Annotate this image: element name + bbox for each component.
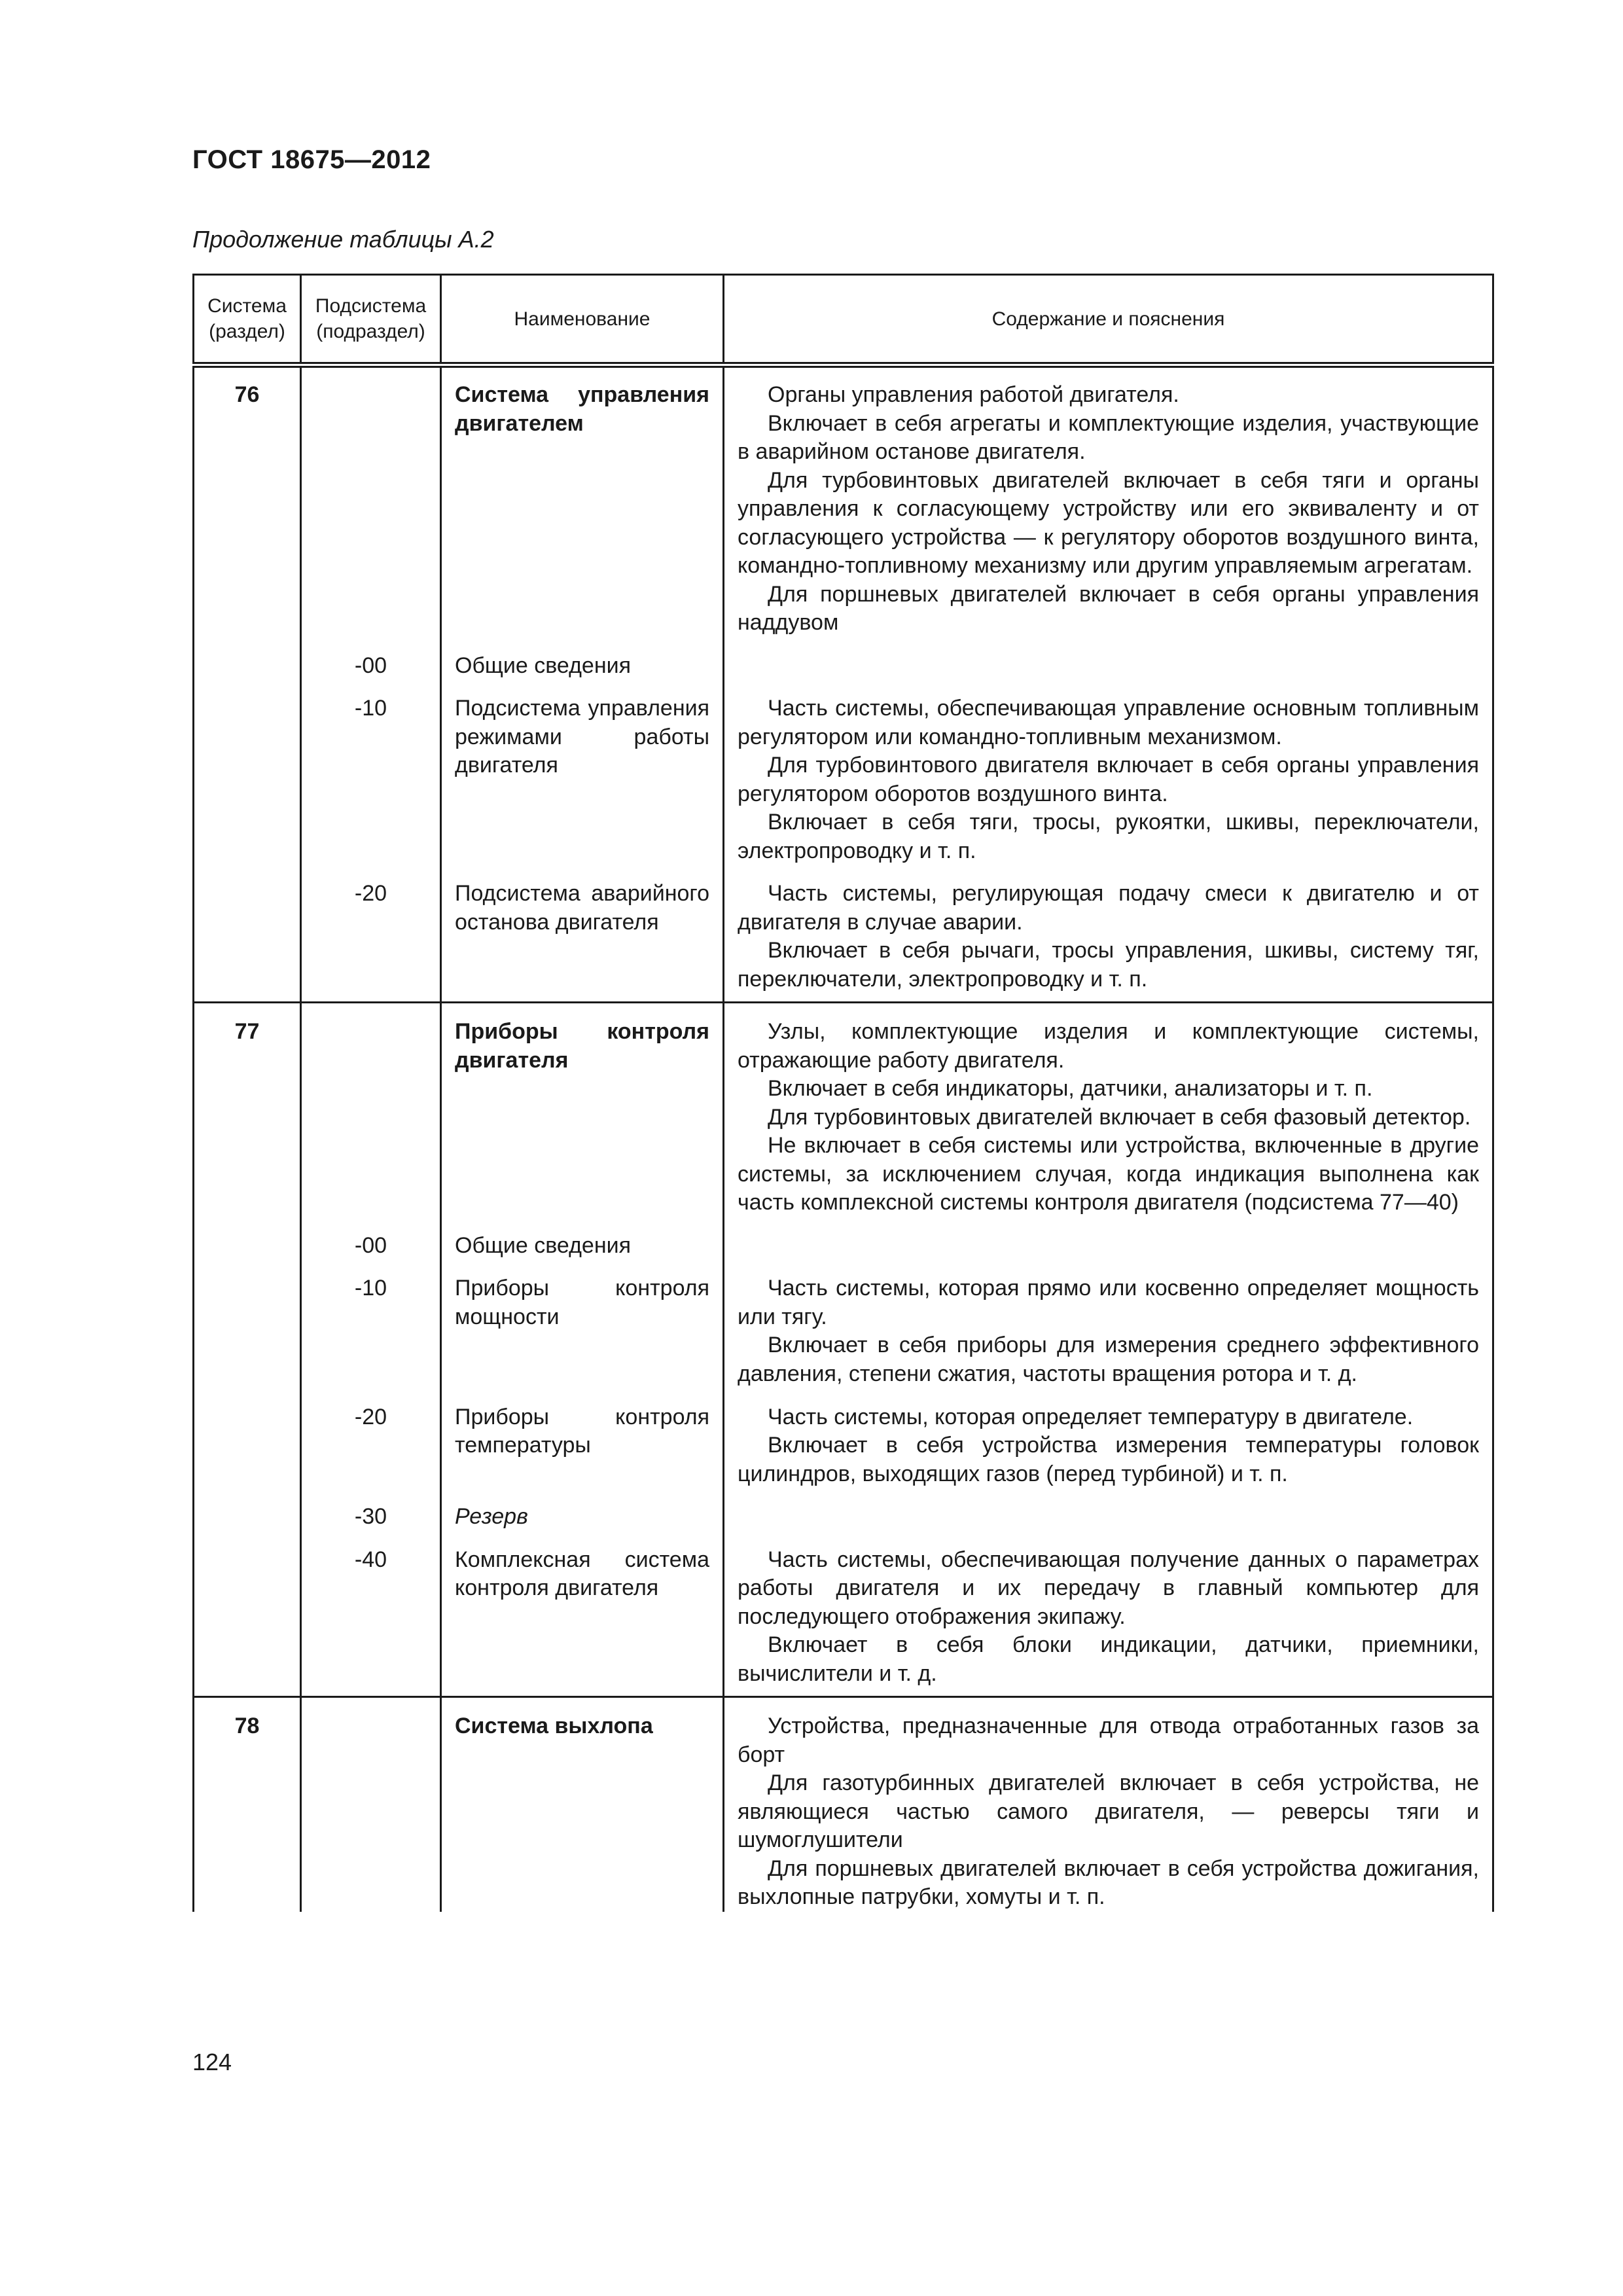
column-header-subsystem: Подсистема (подраздел) (301, 275, 441, 365)
system-code (194, 1389, 301, 1489)
description-paragraph: Узлы, комплектующие изделия и комплектующие системы, отражающие работу двигателя. (738, 1019, 1479, 1073)
description-paragraph: Органы управления работой двигателя. (768, 382, 1179, 407)
description-paragraph: Устройства, предназначенные для отвода отработанных газов за борт (738, 1713, 1479, 1767)
system-code: 78 (194, 1697, 301, 1912)
description-paragraph: Для турбовинтовых двигателей включает в себя фазовый детектор. (768, 1104, 1471, 1130)
page-number: 124 (192, 2049, 232, 2075)
section-description (724, 1003, 1493, 1217)
subsection-name-reserved: Резерв (441, 1488, 724, 1532)
subsection-name: Подсистема управления режимами работы двигателя (441, 680, 724, 865)
table-row-subsystem (194, 1260, 1493, 1388)
table-caption: Продолжение таблицы А.2 (192, 226, 494, 253)
subsystem-code: -00 (301, 1217, 441, 1261)
subsection-name: Приборы контроля температуры (441, 1389, 724, 1489)
system-code (194, 1532, 301, 1697)
section-description (724, 1697, 1493, 1912)
subsection-name: Общие сведения (441, 637, 724, 681)
subsection-description (724, 637, 1493, 681)
subsection-name: Подсистема аварийного останова двигателя (441, 865, 724, 1003)
table-row-system-77 (194, 1003, 1493, 1217)
table-row-subsystem (194, 637, 1493, 681)
description-paragraph: Включает в себя приборы для измерения среднего эффективного давления, степени сжатия, частоты вращения ротора и т. д. (738, 1333, 1479, 1386)
subsystem-code (301, 1697, 441, 1912)
subsection-description (724, 865, 1493, 1003)
subsection-description (724, 680, 1493, 865)
table-row-subsystem (194, 1532, 1493, 1697)
subsystem-code: -30 (301, 1488, 441, 1532)
subsection-description (724, 1217, 1493, 1261)
system-code (194, 680, 301, 865)
system-code (194, 637, 301, 681)
description-paragraph: Часть системы, которая определяет температуру в двигателе. (768, 1404, 1414, 1429)
column-header-system: Система (раздел) (194, 275, 301, 365)
classification-table (192, 274, 1494, 1912)
section-name: Система управления двигателем (441, 365, 724, 637)
subsystem-code: -20 (301, 1389, 441, 1489)
subsystem-code: -00 (301, 637, 441, 681)
column-header-content: Содержание и пояснения (724, 275, 1493, 365)
subsection-description (724, 1260, 1493, 1388)
subsection-name: Приборы контроля мощности (441, 1260, 724, 1388)
description-paragraph: Часть системы, которая прямо или косвенно определяет мощность или тягу. (738, 1276, 1479, 1329)
subsystem-code: -20 (301, 865, 441, 1003)
section-name: Система выхлопа (441, 1697, 724, 1912)
description-paragraph: Для поршневых двигателей включает в себя устройства дожигания, выхлопные патрубки, хомуты и т. п. (738, 1856, 1479, 1910)
table-row-subsystem (194, 680, 1493, 865)
subsection-name: Комплексная система контроля двигателя (441, 1532, 724, 1697)
subsection-description (724, 1389, 1493, 1489)
description-paragraph: Для поршневых двигателей включает в себя органы управления наддувом (738, 581, 1479, 636)
column-header-name: Наименование (441, 275, 724, 365)
subsystem-code: -40 (301, 1532, 441, 1697)
system-code: 77 (194, 1003, 301, 1217)
description-paragraph: Включает в себя рычаги, тросы управления, шкивы, систему тяг, переключатели, электропроводку и т. п. (738, 938, 1479, 992)
section-name: Приборы контроля двигателя (441, 1003, 724, 1217)
system-code (194, 1217, 301, 1261)
table-row-subsystem (194, 1389, 1493, 1489)
subsystem-code: -10 (301, 680, 441, 865)
description-paragraph: Включает в себя устройства измерения температуры головок цилиндров, выходящих газов (перед турбиной) и т. п. (738, 1433, 1479, 1486)
table-row-subsystem (194, 1217, 1493, 1261)
document-title: ГОСТ 18675—2012 (192, 145, 431, 174)
description-paragraph: Для турбовинтовых двигателей включает в себя тяги и органы управления к согласующему устройству или его эквиваленту и от согласующего устройства — к регулятору оборотов воздушного винта, командно-топливному механизму или другим управляемым агрегатам. (738, 467, 1479, 579)
description-paragraph: Включает в себя индикаторы, датчики, анализаторы и т. п. (768, 1076, 1373, 1102)
system-code (194, 1260, 301, 1388)
system-code (194, 865, 301, 1003)
description-paragraph: Не включает в себя системы или устройства, включенные в другие системы, за исключением случая, когда индикация выполнена как часть комплексной системы контроля двигателя (подсистема 77—40) (738, 1133, 1479, 1215)
subsystem-code (301, 365, 441, 637)
table-row-subsystem (194, 1488, 1493, 1532)
description-paragraph: Включает в себя блоки индикации, датчики, приемники, вычислители и т. д. (738, 1632, 1479, 1686)
system-code: 76 (194, 365, 301, 637)
description-paragraph: Включает в себя тяги, тросы, рукоятки, шкивы, переключатели, электропроводку и т. п. (738, 810, 1479, 863)
subsection-description (724, 1488, 1493, 1532)
table-header-row (194, 275, 1493, 365)
subsystem-code: -10 (301, 1260, 441, 1388)
table-row-system-76 (194, 365, 1493, 637)
subsection-description (724, 1532, 1493, 1697)
table-row-subsystem (194, 865, 1493, 1003)
subsection-name: Общие сведения (441, 1217, 724, 1261)
system-code (194, 1488, 301, 1532)
table-row-system-78 (194, 1697, 1493, 1912)
subsystem-code (301, 1003, 441, 1217)
description-paragraph: Для турбовинтового двигателя включает в себя органы управления регулятором оборотов воздушного винта. (738, 753, 1479, 806)
description-paragraph: Часть системы, регулирующая подачу смеси к двигателю и от двигателя в случае аварии. (738, 881, 1479, 935)
description-paragraph: Включает в себя агрегаты и комплектующие изделия, участвующие в аварийном останове двигателя. (738, 410, 1479, 465)
description-paragraph: Часть системы, обеспечивающая управление основным топливным регулятором или командно-топливным механизмом. (738, 696, 1479, 749)
description-paragraph: Часть системы, обеспечивающая получение данных о параметрах работы двигателя и их передачу в главный компьютер для последующего отображения экипажу. (738, 1547, 1479, 1629)
section-description (724, 365, 1493, 637)
description-paragraph: Для газотурбинных двигателей включает в себя устройства, не являющиеся частью самого двигателя, — реверсы тяги и шумоглушители (738, 1770, 1479, 1853)
